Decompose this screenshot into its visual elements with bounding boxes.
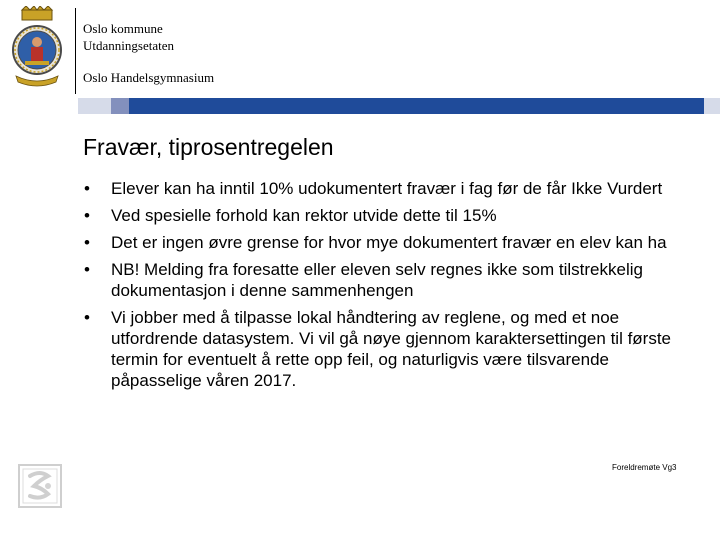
list-item [84, 178, 694, 199]
bullet-marker: • [84, 260, 90, 279]
bullet-text: NB! Melding fra foresatte eller eleven selv regnes ikke som tilstrekkelig dokumentasjon i denne sammenhengen [111, 260, 643, 300]
bullet-marker: • [84, 308, 90, 327]
bullet-marker: • [84, 206, 90, 225]
slide-title: Fravær, tiprosentregelen [83, 134, 334, 160]
header-band-light [78, 98, 111, 114]
list-item [84, 232, 694, 253]
header-band-dark [129, 98, 704, 114]
oslo-city-crest-icon [10, 6, 64, 90]
header-band-end [704, 98, 720, 114]
bullet-marker: • [84, 233, 90, 252]
bullet-text: Elever kan ha inntil 10% udokumentert fravær i fag før de får Ikke Vurdert [111, 179, 663, 198]
list-item [84, 307, 694, 391]
slide-footer: Foreldremøte Vg3 [612, 463, 677, 472]
org-department: Utdanningsetaten [83, 38, 174, 53]
bullet-text: Vi jobber med å tilpasse lokal håndtering av reglene, og med et noe utfordrende datasystem. Vi vil gå nøye gjennom karaktersettingen til første termin for eventuelt å rette opp feil, og naturligvis være tilsvarende påpasselige våren 2017. [111, 308, 672, 390]
header-divider [75, 8, 76, 94]
header-band-mid [111, 98, 129, 114]
bullet-text: Det er ingen øvre grense for hvor mye dokumentert fravær en elev kan ha [111, 233, 667, 252]
bullet-list [84, 178, 694, 397]
bullet-marker: • [84, 179, 90, 198]
school-name: Oslo Handelsgymnasium [83, 70, 215, 85]
org-name: Oslo kommune [83, 21, 163, 36]
list-item [84, 259, 694, 301]
oslo-kommune-logo-icon [18, 464, 62, 508]
list-item [84, 205, 694, 226]
bullet-text: Ved spesielle forhold kan rektor utvide dette til 15% [111, 206, 497, 225]
